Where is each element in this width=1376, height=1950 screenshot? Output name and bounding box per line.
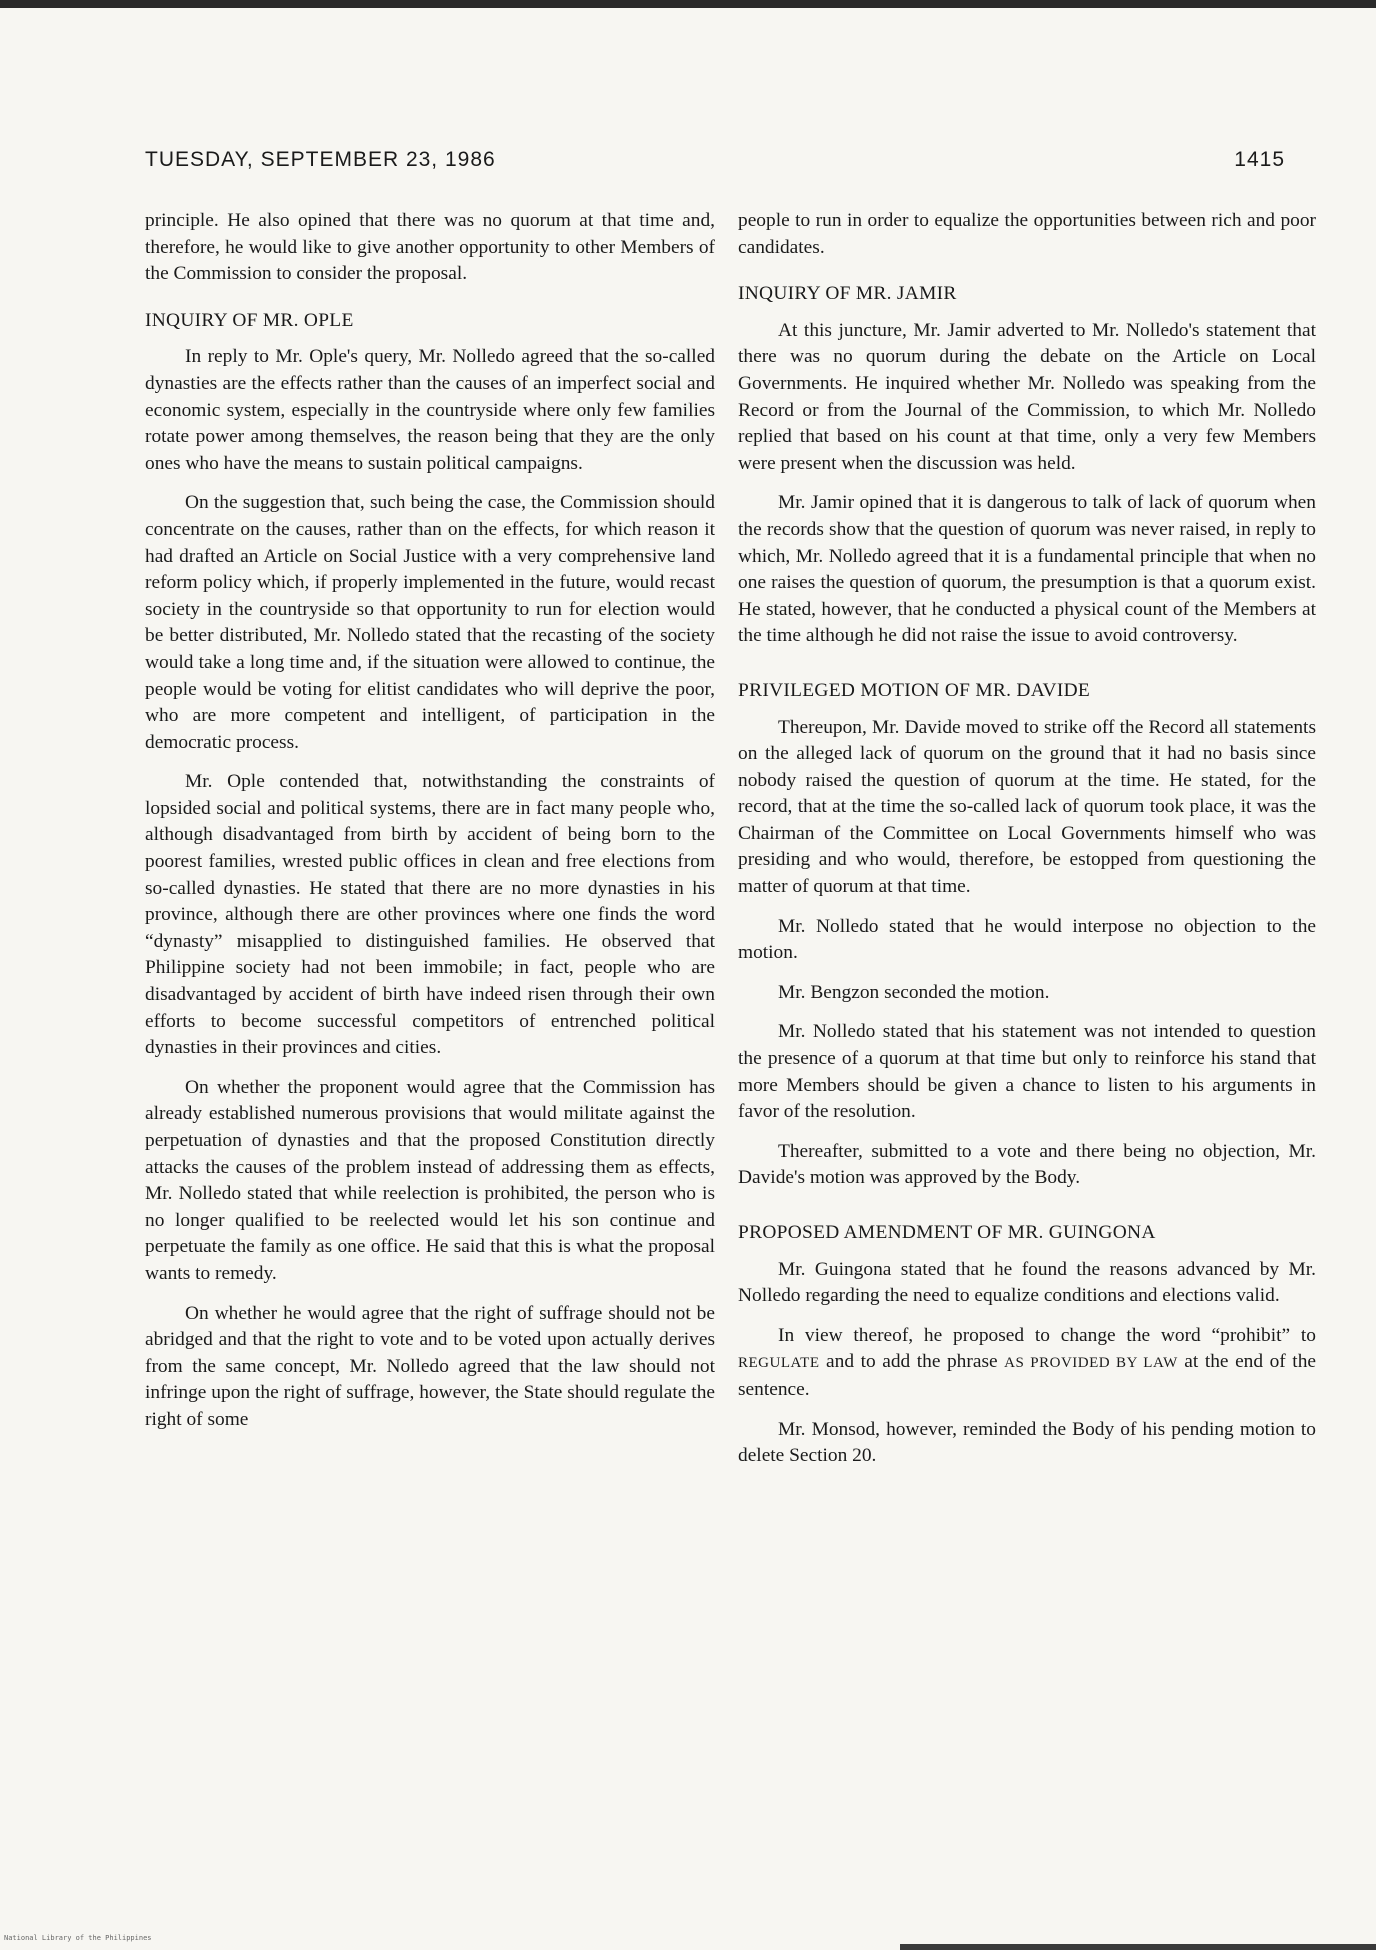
text-run: In view thereof, he proposed to change the word “prohibit” to (778, 1324, 1316, 1346)
paragraph: On whether the proponent would agree that the Commission has already established numerous provisions that would militate against the perpetuation of dynasties and that the proposed Constitution directly attacks the causes of the problem instead of addressing them as effects, Mr. Nolledo stated that while reelection is prohibited, the person who is no longer qualified to be reelected would let his son continue and perpetuate the family as one office. He said that this is what the proposal wants to remedy. (145, 1076, 715, 1284)
left-column (145, 208, 715, 1447)
paragraph: Thereupon, Mr. Davide moved to strike off the Record all statements on the alleged lack of quorum on the ground that it had no basis since nobody raised the question of quorum at the time. He stated, for the record, that at the time the so-called lack of quorum took place, it was the Chairman of the Committee on Local Governments himself who was presiding and who would, therefore, be estopped from questioning the matter of quorum at that time. (738, 716, 1316, 898)
section-heading-proposed-amendment-guingona: PROPOSED AMENDMENT OF MR. GUINGONA (738, 1222, 1156, 1243)
right-column (738, 208, 1316, 1483)
page-header (145, 148, 1285, 172)
paragraph: In reply to Mr. Ople's query, Mr. Nolledo agreed that the so-called dynasties are the effects rather than the causes of an imperfect social and economic system, especially in the countryside where only few families rotate power among themselves, the reason being that they are the only ones who have the means to sustain political campaigns. (145, 346, 715, 474)
header-date: TUESDAY, SEPTEMBER 23, 1986 (145, 148, 496, 171)
paragraph: On the suggestion that, such being the case, the Commission should concentrate on the causes, rather than on the effects, for which reason it had drafted an Article on Social Justice with a very comprehensive land reform policy which, if properly implemented in the future, would recast society in the countryside so that opportunity to run for election would be better distributed, Mr. Nolledo stated that the recasting of the society would take a long time and, if the situation were allowed to continue, the people would be voting for elitist candidates who will deprive the poor, who are more competent and intelligent, of participation in the democratic process. (145, 492, 715, 753)
paragraph: Mr. Nolledo stated that he would interpose no objection to the motion. (738, 915, 1316, 964)
section-heading-inquiry-jamir: INQUIRY OF MR. JAMIR (738, 283, 957, 305)
text-run: and to add the phrase (819, 1351, 1005, 1373)
scan-credit: National Library of the Philippines (4, 1934, 152, 1942)
paragraph: Mr. Nolledo stated that his statement was not intended to question the presence of a quorum at that time but only to reinforce his stand that more Members should be given a chance to listen to his arguments in favor of the resolution. (738, 1021, 1316, 1123)
paragraph: Thereafter, submitted to a vote and there being no objection, Mr. Davide's motion was approved by the Body. (738, 1140, 1316, 1189)
paragraph: principle. He also opined that there was no quorum at that time and, therefore, he would like to give another opportunity to other Members of the Commission to consider the proposal. (145, 210, 715, 285)
text-run: at the end of the sentence. (738, 1351, 1316, 1400)
section-heading-inquiry-ople: INQUIRY OF MR. OPLE (145, 309, 354, 331)
top-border-rule (0, 0, 1376, 8)
paragraph-amendment (738, 1323, 1316, 1404)
section-heading-privileged-motion-davide: PRIVILEGED MOTION OF MR. DAVIDE (738, 679, 1091, 701)
paragraph: Mr. Monsod, however, reminded the Body of his pending motion to delete Section 20. (738, 1418, 1316, 1467)
small-caps-as-provided-by-law: AS PROVIDED BY LAW (1004, 1355, 1178, 1372)
paragraph: Mr. Guingona stated that he found the reasons advanced by Mr. Nolledo regarding the need to equalize conditions and elections valid. (738, 1258, 1316, 1307)
page-number: 1415 (1234, 148, 1285, 171)
bottom-border-rule (900, 1944, 1376, 1950)
paragraph: On whether he would agree that the right of suffrage should not be abridged and that the right to vote and to be voted upon actually derives from the same concept, Mr. Nolledo agreed that the law should not infringe upon the right of suffrage, however, the State should regulate the right of some (145, 1302, 715, 1430)
paragraph: Mr. Jamir opined that it is dangerous to talk of lack of quorum when the records show that the question of quorum was never raised, in reply to which, Mr. Nolledo agreed that it is a fundamental principle that when no one raises the question of quorum, the presumption is that a quorum exist. He stated, however, that he conducted a physical count of the Members at the time although he did not raise the issue to avoid controversy. (738, 492, 1316, 647)
paragraph: Mr. Bengzon seconded the motion. (778, 981, 1050, 1003)
paragraph: people to run in order to equalize the opportunities between rich and poor candidates. (738, 210, 1316, 258)
paragraph: Mr. Ople contended that, notwithstanding the constraints of lopsided social and political systems, there are in fact many people who, although disadvantaged from birth by accident of being born to the poorest families, wrested public offices in clean and free elections from so-called dynasties. He stated that there are no more dynasties in his province, although there are other provinces where one finds the word “dynasty” misapplied to distinguished families. He observed that Philippine society had not been immobile; in fact, people who are disadvantaged by accident of birth have indeed risen through their own efforts to become successful competitors of entrenched political dynasties in their provinces and cities. (145, 771, 715, 1059)
paragraph: At this juncture, Mr. Jamir adverted to Mr. Nolledo's statement that there was no quorum during the debate on the Article on Local Governments. He inquired whether Mr. Nolledo was speaking from the Record or from the Journal of the Commission, to which Mr. Nolledo replied that based on his count at that time, only a very few Members were present when the discussion was held. (738, 319, 1316, 474)
small-caps-regulate: REGULATE (738, 1355, 820, 1372)
